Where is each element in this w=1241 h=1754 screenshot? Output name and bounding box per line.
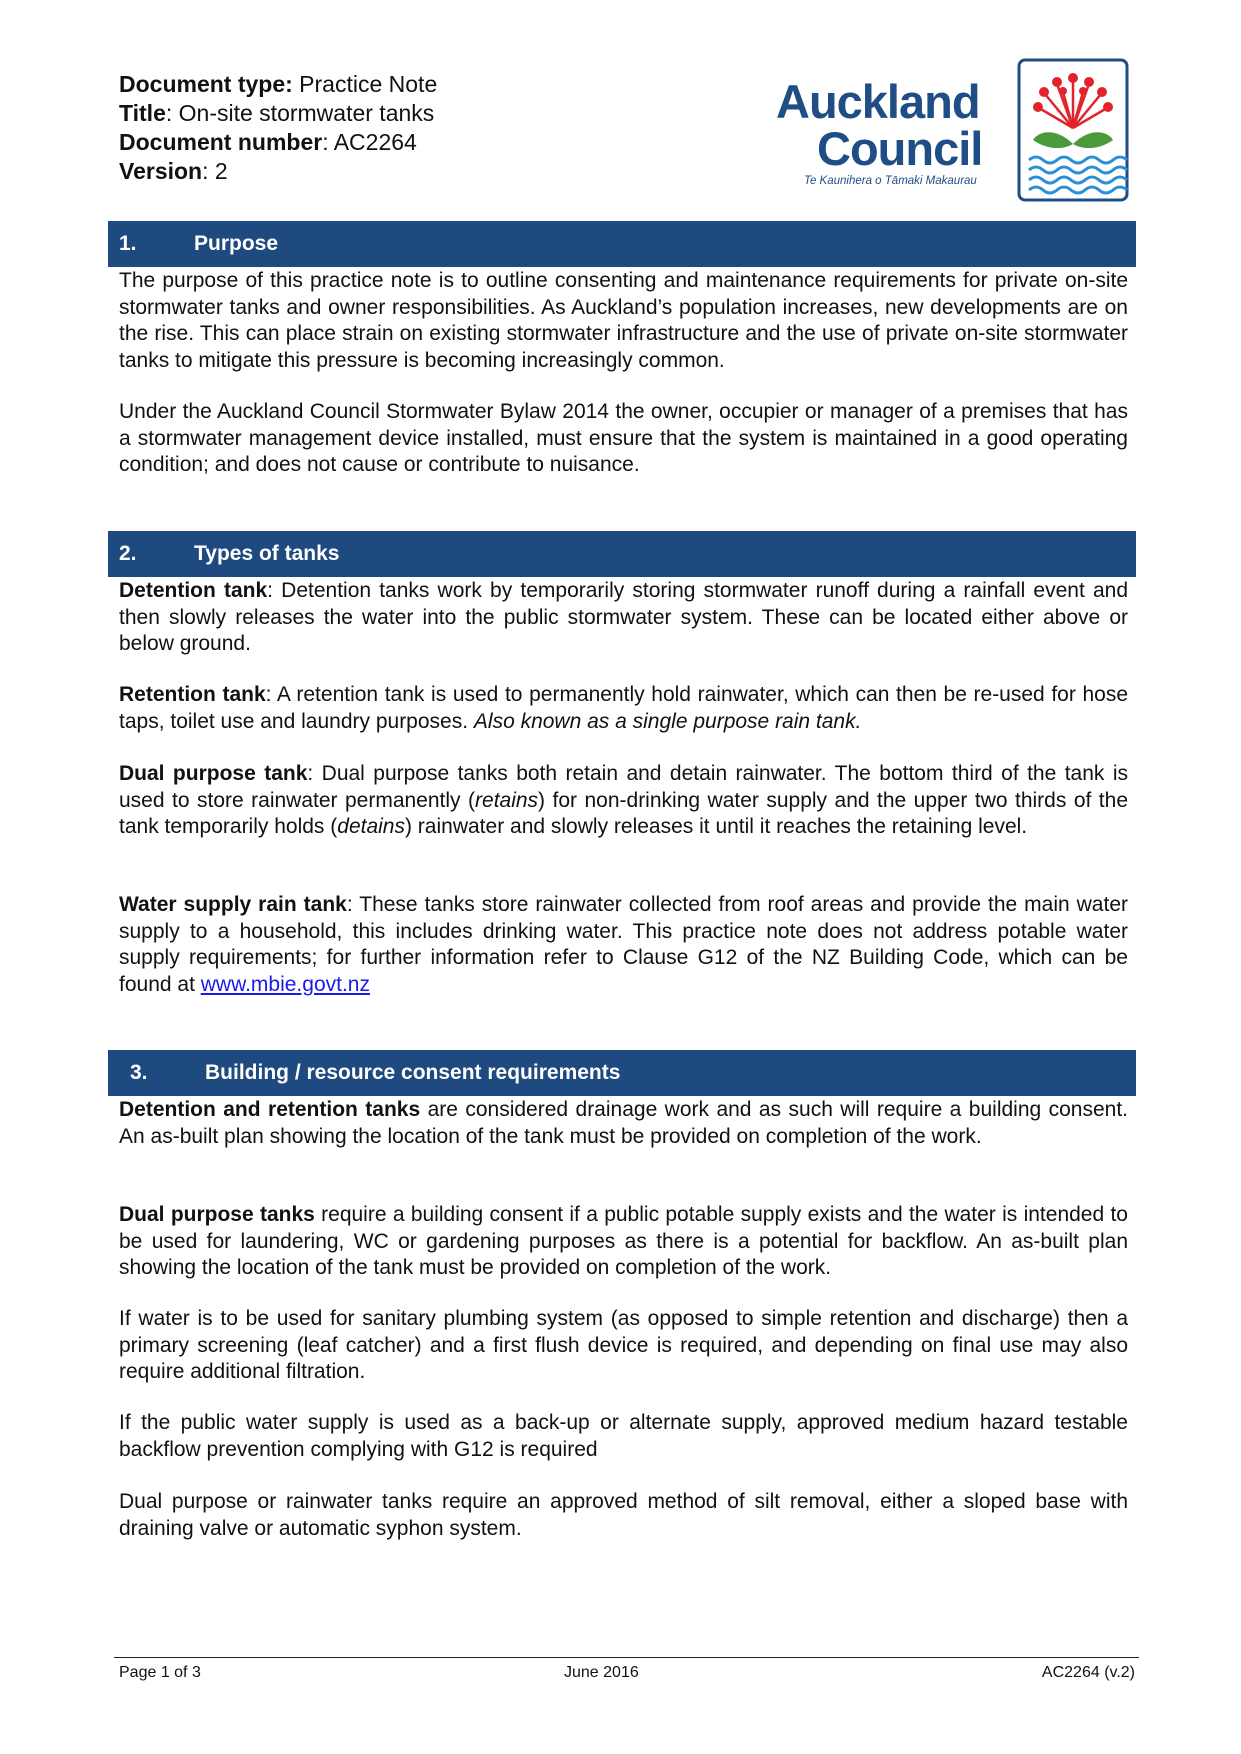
section-heading-purpose	[108, 221, 1136, 267]
section-heading-consent	[108, 1050, 1136, 1096]
doc-title-line: Title: On-site stormwater tanks	[119, 100, 435, 126]
detention-tank-paragraph: Detention tank: Detention tanks work by temporarily storing stormwater runoff during a rainfall event and then slowly releases the water into the public stormwater system. These can be located either above or below ground.	[119, 579, 1129, 655]
logo-word-council: Council	[817, 122, 983, 175]
term-detention-tank: Detention tank	[119, 579, 268, 602]
section-heading-types	[108, 531, 1136, 577]
purpose-paragraph-1: The purpose of this practice note is to outline consenting and maintenance requirements for private on-site stormwater tanks and owner responsibilities. As Auckland’s population increases, new developments are on the rise. This can place strain on existing stormwater infrastructure and the use of private on-site stormwater tanks to mitigate this pressure is becoming increasingly common.	[119, 269, 1128, 372]
consent-paragraph-5: Dual purpose or rainwater tanks require an approved method of silt removal, either a sloped base with draining valve or automatic syphon system.	[119, 1490, 1128, 1540]
consent-paragraph-2: Dual purpose tanks require a building consent if a public potable supply exists and the water is intended to be used for laundering, WC or gardening purposes as there is a potential for backflow. An as-built plan showing the location of the tank must be provided on completion of the work.	[119, 1203, 1128, 1279]
purpose-paragraph-2: Under the Auckland Council Stormwater Bylaw 2014 the owner, occupier or manager of a premises that has a stormwater management device installed, must ensure that the system is maintained in a good operating condition; and does not cause or contribute to nuisance.	[119, 400, 1128, 476]
auckland-council-logo	[770, 58, 1130, 202]
retention-tank-paragraph: Retention tank: A retention tank is used to permanently hold rainwater, which can then be re-used for hose taps, toilet use and laundry purposes. Also known as a single purpose rain tank.	[119, 683, 1128, 733]
term-retention-tank: Retention tank	[119, 683, 266, 706]
section-number: 1.	[119, 232, 137, 255]
mbie-website-link[interactable]: www.mbie.govt.nz	[200, 972, 370, 996]
section-title: Types of tanks	[194, 542, 340, 565]
footer-divider	[114, 1657, 1139, 1658]
consent-paragraph-1: Detention and retention tanks are considered drainage work and as such will require a building consent. An as-built plan showing the location of the tank must be provided on completion of the work.	[119, 1098, 1128, 1148]
doc-type-line: Document type: Practice Note	[119, 71, 438, 97]
consent-paragraph-3: If water is to be used for sanitary plumbing system (as opposed to simple retention and discharge) then a primary screening (leaf catcher) and a first flush device is required, and depending on final use may also require additional filtration.	[119, 1307, 1128, 1383]
section-number: 3.	[130, 1061, 148, 1084]
term-water-supply-rain-tank: Water supply rain tank	[119, 893, 347, 916]
section-number: 2.	[119, 542, 137, 565]
footer-page-number: Page 1 of 3	[119, 1664, 201, 1681]
document-meta	[119, 70, 437, 186]
doc-number-line: Document number: AC2264	[119, 129, 417, 155]
water-supply-tank-paragraph: Water supply rain tank: These tanks store rainwater collected from roof areas and provide the main water supply to a household, this includes drinking water. This practice note does not address potable water supply requirements; for further information refer to Clause G12 of the NZ Building Code, which can be found at www.mbie.govt.nz	[119, 893, 1128, 996]
term-dual-purpose-tank: Dual purpose tank	[119, 762, 308, 785]
section-title: Building / resource consent requirements	[205, 1061, 621, 1084]
pohutukawa-emblem-icon	[1017, 58, 1129, 202]
consent-paragraph-4: If the public water supply is used as a back-up or alternate supply, approved medium hazard testable backflow prevention complying with G12 is required	[119, 1411, 1128, 1461]
footer-doc-ref: AC2264 (v.2)	[1041, 1664, 1135, 1681]
doc-version-line: Version: 2	[119, 158, 228, 184]
section-title: Purpose	[194, 232, 279, 255]
footer-date: June 2016	[564, 1664, 639, 1681]
logo-tagline: Te Kaunihera o Tāmaki Makaurau	[804, 175, 977, 187]
dual-purpose-tank-paragraph: Dual purpose tank: Dual purpose tanks both retain and detain rainwater. The bottom third of the tank is used to store rainwater permanently (retains) for non-drinking water supply and the upper two thirds of the tank temporarily holds (detains) rainwater and slowly releases it until it reaches the retaining level.	[119, 762, 1129, 838]
logo-word-auckland: Auckland	[776, 75, 980, 128]
